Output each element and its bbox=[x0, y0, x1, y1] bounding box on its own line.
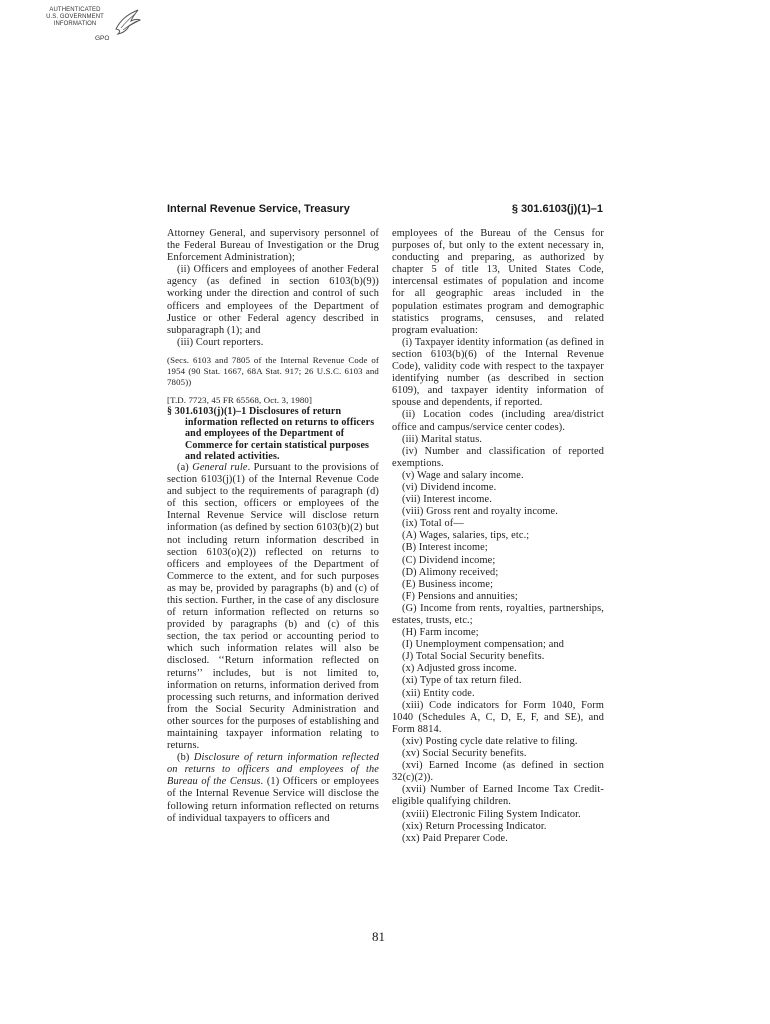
list-item: (xvii) Number of Earned Income Tax Credit-eligible qualifying children. bbox=[392, 784, 604, 808]
paragraph: employees of the Bureau of the Census for purposes of, but only to the extent necessary in, conducting and preparing, as authorized by chapter 5 of title 13, United States Code, intercensal estimates of population and income for all geographic areas included in the population estimates program and demographic statistics programs, censuses, and related program evaluation: bbox=[392, 228, 604, 336]
logo-line-1: AUTHENTICATED bbox=[49, 7, 101, 13]
section-heading: § 301.6103(j)(1)–1 Disclosures of return information reflected on returns to officers and employees of the Department of Commerce for certain statistical purposes and related activities. bbox=[167, 405, 375, 462]
list-item: (D) Alimony received; bbox=[402, 566, 499, 578]
list-item: (xvi) Earned Income (as defined in section 32(c)(2)). bbox=[392, 760, 604, 784]
list-item: (xix) Return Processing Indicator. bbox=[402, 820, 547, 832]
paragraph-label: (b) bbox=[177, 752, 194, 764]
list-item: (xi) Type of tax return filed. bbox=[402, 675, 522, 687]
paragraph-body: . Pursuant to the provisions of section 6103(j)(1) of the Internal Revenue Code and subject to the requirements of paragraph (d) of this section, officers or employees of the Internal Revenue Service will disclose return information (as defined by section 6103(b)(2) but not including return information described in section 6103(o)(2)) reflected on returns to officers and employees of the Department of Commerce to the extent, and for such purposes as may be, provided by paragraphs (b) and (c) of this section. Further, in the case of any disclosure of return information reflected on returns so provided by paragraphs (b) and (c) of this section, the tax period or accounting period to which such information relates will also be disclosed. ‘‘Return information reflected on returns’’ includes, but is not limited to, information on returns, information derived from processing such returns, and information derived from the Social Security Administration and other sources for the purposes of establishing and maintaining taxpayer information relating to returns. bbox=[167, 461, 379, 752]
list-item: (ii) Location codes (including area/district office and campus/service center codes). bbox=[392, 409, 604, 433]
list-item: (vii) Interest income. bbox=[402, 494, 492, 506]
list-item: (xx) Paid Preparer Code. bbox=[402, 832, 508, 844]
list-item: (J) Total Social Security benefits. bbox=[402, 651, 545, 663]
logo-line-3: INFORMATION bbox=[53, 21, 97, 27]
paragraph: (iii) Court reporters. bbox=[177, 336, 264, 348]
list-item: (H) Farm income; bbox=[402, 627, 479, 639]
list-item: (G) Income from rents, royalties, partnerships, estates, trusts, etc.; bbox=[392, 602, 604, 626]
logo-text bbox=[30, 7, 120, 28]
paragraph: Attorney General, and supervisory personnel of the Federal Bureau of Investigation or the Drug Enforcement Administration); bbox=[167, 228, 379, 264]
authority-citation: (Secs. 6103 and 7805 of the Internal Revenue Code of 1954 (90 Stat. 1667, 68A Stat. 917; 26 U.S.C. 6103 and 7805)) bbox=[167, 354, 379, 387]
header-section-number: § 301.6103(j)(1)–1 bbox=[511, 203, 603, 215]
list-item: (v) Wage and salary income. bbox=[402, 469, 524, 481]
list-item: (x) Adjusted gross income. bbox=[402, 663, 517, 675]
list-item: (iii) Marital status. bbox=[402, 433, 483, 445]
list-item: (iv) Number and classification of reported exemptions. bbox=[392, 445, 604, 469]
list-item: (xviii) Electronic Filing System Indicator. bbox=[402, 808, 581, 820]
list-item: (xiii) Code indicators for Form 1040, Form 1040 (Schedules A, C, D, E, F, and SE), and Form 8814. bbox=[392, 699, 604, 735]
list-item: (viii) Gross rent and royalty income. bbox=[402, 506, 558, 518]
paragraph-subject: Disclosure of return information reflected on returns to officers and employees of the Bureau of the Census bbox=[167, 752, 379, 788]
page-number: 81 bbox=[372, 929, 385, 944]
eagle-icon bbox=[112, 7, 142, 37]
list-item: (vi) Dividend income. bbox=[402, 481, 497, 493]
list-item: (A) Wages, salaries, tips, etc.; bbox=[402, 530, 530, 542]
return-information-list bbox=[392, 337, 604, 845]
list-item: (E) Business income; bbox=[402, 578, 494, 590]
list-item: (ix) Total of— bbox=[402, 518, 464, 530]
paragraph-body: . (1) Officers or employees of the Internal Revenue Service will disclose the following return information reflected on returns of individual taxpayers to officers and bbox=[167, 776, 379, 824]
paragraph-a bbox=[167, 462, 379, 752]
list-item: (I) Unemployment compensation; and bbox=[402, 639, 565, 651]
header-agency: Internal Revenue Service, Treasury bbox=[167, 203, 350, 215]
paragraph-b bbox=[167, 752, 379, 825]
list-item: (xv) Social Security benefits. bbox=[402, 748, 527, 760]
list-item: (C) Dividend income; bbox=[402, 554, 496, 566]
treasury-decision-citation: [T.D. 7723, 45 FR 65568, Oct. 3, 1980] bbox=[167, 394, 313, 405]
logo-gpo-text: GPO bbox=[95, 35, 110, 42]
paragraph-subject: General rule bbox=[192, 461, 248, 473]
logo-line-2: U.S. GOVERNMENT bbox=[46, 14, 104, 20]
right-column bbox=[392, 228, 604, 845]
left-column bbox=[167, 228, 379, 825]
paragraph-label: (a) bbox=[177, 461, 193, 473]
list-item: (xiv) Posting cycle date relative to filing. bbox=[402, 735, 578, 747]
list-item: (i) Taxpayer identity information (as defined in section 6103(b)(6) of the Internal Revenue Code), validity code with respect to the taxpayer identifying number (as described in section 6109), and taxpayer identity information of spouse and dependents, if reported. bbox=[392, 336, 604, 409]
list-item: (B) Interest income; bbox=[402, 542, 488, 554]
running-header bbox=[167, 203, 603, 217]
gpo-authentication-logo bbox=[30, 6, 142, 46]
list-item: (F) Pensions and annuities; bbox=[402, 590, 518, 602]
paragraph: (ii) Officers and employees of another Federal agency (as defined in section 6103(b)(9)) working under the direction and control of such officers and employees of the Department of Justice or other Federal agency described in subparagraph (1); and bbox=[167, 264, 379, 336]
list-item: (xii) Entity code. bbox=[402, 687, 475, 699]
